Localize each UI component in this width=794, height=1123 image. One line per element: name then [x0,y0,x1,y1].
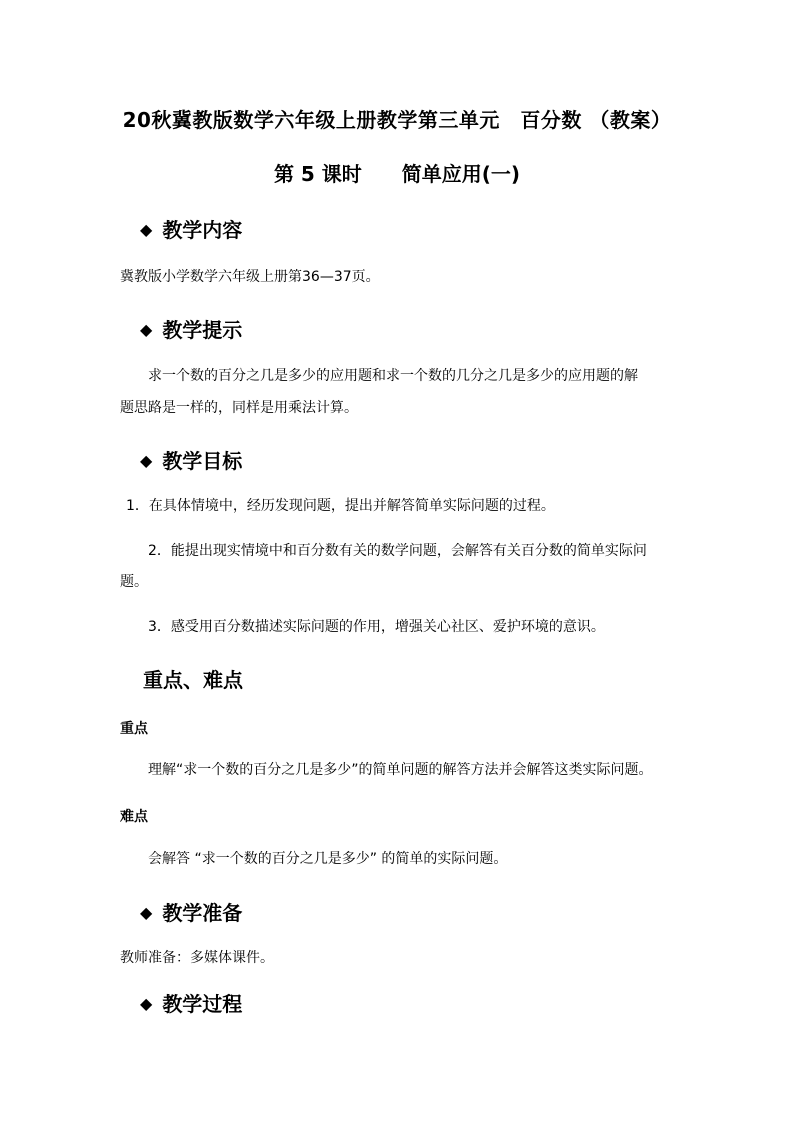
section-heading-label: 教学内容 [162,218,243,242]
section-heading-key-points: 重点、难点 [143,668,243,692]
section-heading-label: 教学目标 [162,449,243,473]
section-heading-preparation [140,897,242,926]
goal-item-2-line1: 2．能提出现实情境中和百分数有关的数学问题，会解答有关百分数的简单实际问 [148,543,647,559]
difficulty-text: 会解答 “求一个数的百分之几是多少” 的简单的实际问题。 [148,851,508,867]
content-text: 冀教版小学数学六年级上册第36—37页。 [120,269,380,285]
diamond-bullet-icon: ◆ [140,220,153,239]
hints-text-line2: 题思路是一样的，同样是用乘法计算。 [120,400,358,416]
hints-text-line1: 求一个数的百分之几是多少的应用题和求一个数的几分之几是多少的应用题的解 [148,368,638,384]
difficulty-label: 难点 [120,809,148,825]
preparation-text: 教师准备：多媒体课件。 [120,950,274,966]
section-heading-content [140,214,242,243]
lesson-title: 第 5 课时 简单应用(一) [273,162,521,186]
diamond-bullet-icon: ◆ [140,451,153,470]
section-heading-goals [140,445,242,474]
diamond-bullet-icon: ◆ [140,994,153,1013]
goal-item-3: 3．感受用百分数描述实际问题的作用，增强关心社区、爱护环境的意识。 [148,619,605,635]
section-heading-process [140,988,242,1017]
key-point-label: 重点 [120,721,148,737]
key-point-text: 理解“求一个数的百分之几是多少”的简单问题的解答方法并会解答这类实际问题。 [148,762,653,778]
goal-item-1: 1．在具体情境中，经历发现问题，提出并解答简单实际问题的过程。 [126,498,555,514]
diamond-bullet-icon: ◆ [140,320,153,339]
document-title: 20秋冀教版数学六年级上册教学第三单元 百分数 （教案） [122,108,672,132]
section-heading-hints [140,314,242,343]
diamond-bullet-icon: ◆ [140,903,153,922]
section-heading-label: 教学过程 [162,992,243,1016]
goal-item-2-line2: 题。 [120,574,148,590]
section-heading-label: 教学准备 [162,901,243,925]
section-heading-label: 教学提示 [162,318,243,342]
